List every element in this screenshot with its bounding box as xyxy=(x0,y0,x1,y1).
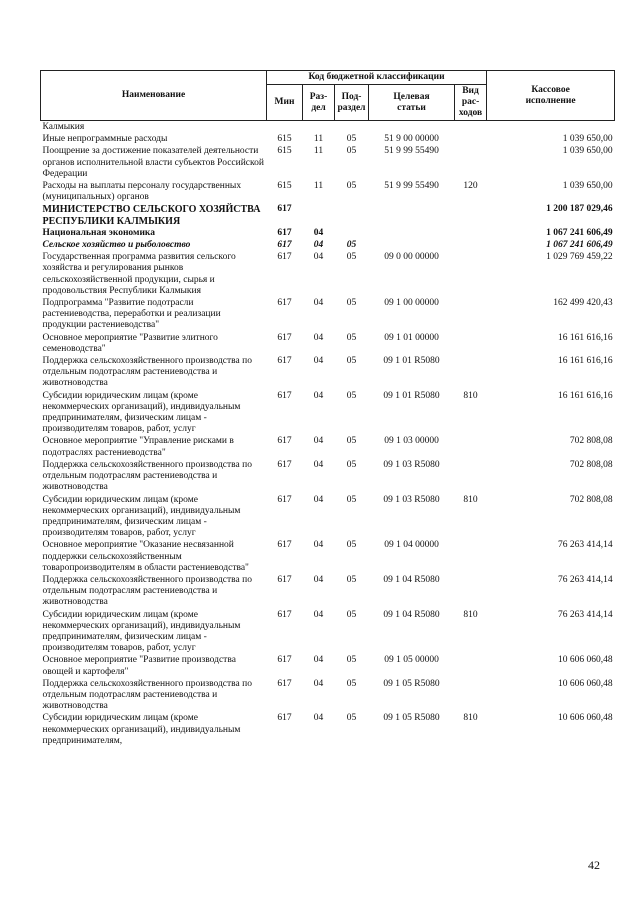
cell-cel: 51 9 00 00000 xyxy=(384,134,439,145)
cell-vid xyxy=(455,678,487,713)
cell-vid xyxy=(455,297,487,332)
cell-sum: 76 263 414,14 xyxy=(557,574,613,585)
cell-raz: 04 xyxy=(313,332,324,343)
cell-name: Основное мероприятие "Развитие производства овощей и картофеля" xyxy=(42,655,236,677)
cell-pod: 05 xyxy=(346,540,357,551)
cell-raz: 04 xyxy=(313,390,324,401)
cell-cel: 09 1 04 R5080 xyxy=(383,574,440,585)
cell-min: 617 xyxy=(277,332,292,343)
header-name: Наименование xyxy=(41,71,267,121)
cell-vid: 810 xyxy=(463,390,478,401)
table-row xyxy=(41,654,615,677)
cell-sum: 10 606 060,48 xyxy=(557,655,613,666)
cell-cel xyxy=(369,203,455,226)
cell-min: 617 xyxy=(277,713,292,724)
cell-raz: 11 xyxy=(313,134,324,145)
cell-vid xyxy=(455,574,487,609)
cell-vid: 120 xyxy=(463,181,478,192)
cell-sum: 1 039 650,00 xyxy=(562,146,613,157)
cell-min: 615 xyxy=(277,181,292,192)
cell-pod: 05 xyxy=(346,713,357,724)
cell-min: 615 xyxy=(277,134,292,145)
cell-raz: 04 xyxy=(313,227,324,238)
header-kassovoe: Кассовое исполнение xyxy=(487,71,615,121)
cell-cel xyxy=(369,121,455,134)
cell-raz: 04 xyxy=(313,459,324,470)
cell-sum: 76 263 414,14 xyxy=(557,540,613,551)
cell-sum: 702 808,08 xyxy=(569,494,613,505)
cell-vid: 810 xyxy=(463,609,478,620)
cell-min: 617 xyxy=(277,655,292,666)
cell-name: Основное мероприятие "Развитие элитного семеноводства" xyxy=(42,332,218,354)
cell-vid xyxy=(455,239,487,251)
cell-raz: 04 xyxy=(313,356,324,367)
cell-sum xyxy=(487,121,615,134)
cell-name: Поддержка сельскохозяйственного производства по отдельным подотраслям растениеводства и животноводства xyxy=(42,356,252,389)
cell-min: 617 xyxy=(277,240,292,251)
cell-vid xyxy=(455,332,487,355)
cell-sum: 1 067 241 606,49 xyxy=(546,227,613,238)
header-razdel: Раз- дел xyxy=(303,85,335,121)
cell-cel: 09 1 01 R5080 xyxy=(383,356,440,367)
header-code-group: Код бюджетной классификации xyxy=(267,71,487,85)
cell-sum: 16 161 616,16 xyxy=(557,332,613,343)
cell-name: Поддержка сельскохозяйственного производства по отдельным подотраслям растениеводства и животноводства xyxy=(42,574,252,608)
table-header xyxy=(41,71,615,121)
header-vid: Вид рас- ходов xyxy=(455,85,487,121)
cell-raz: 04 xyxy=(313,609,324,620)
cell-min xyxy=(267,121,303,134)
cell-name: Поддержка сельскохозяйственного производства по отдельным подотраслям растениеводства и животноводства xyxy=(42,678,252,712)
cell-vid xyxy=(455,435,487,458)
cell-pod: 05 xyxy=(346,574,357,585)
cell-sum: 162 499 420,43 xyxy=(553,298,613,309)
cell-cel: 09 1 03 R5080 xyxy=(383,459,440,470)
cell-pod: 05 xyxy=(346,134,357,145)
cell-min: 617 xyxy=(277,252,292,263)
cell-sum: 16 161 616,16 xyxy=(557,390,613,401)
cell-min: 617 xyxy=(277,459,292,470)
cell-pod: 05 xyxy=(346,252,357,263)
cell-sum: 1 029 769 459,22 xyxy=(546,252,613,263)
page-number: 42 xyxy=(588,858,600,872)
cell-cel: 09 1 05 R5080 xyxy=(383,713,440,724)
cell-name: Субсидии юридическим лицам (кроме некоммерческих организаций), индивидуальным предпринимателям, физическим лицам - производителям товаров, работ, услуг xyxy=(42,390,241,435)
cell-sum: 10 606 060,48 xyxy=(557,713,613,724)
cell-name: Субсидии юридическим лицам (кроме некоммерческих организаций), индивидуальным предпринимателям, физическим лицам - производителям товаров, работ, услуг xyxy=(42,609,241,654)
table-row xyxy=(41,227,615,239)
cell-sum: 1 039 650,00 xyxy=(562,181,613,192)
cell-name: Субсидии юридическим лицам (кроме некоммерческих организаций), индивидуальным предпринимателям, xyxy=(42,713,241,746)
table-row xyxy=(41,494,615,540)
cell-name: Государственная программа развития сельского хозяйства и регулирования рынков сельскохозяйственной продукции, сырья и продовольствия Республики Калмыкия xyxy=(42,252,236,296)
cell-min: 617 xyxy=(277,298,292,309)
table-row xyxy=(41,355,615,390)
cell-cel: 09 1 03 00000 xyxy=(384,436,439,447)
cell-pod: 05 xyxy=(346,146,357,157)
cell-raz: 04 xyxy=(313,494,324,505)
table-row xyxy=(41,539,615,574)
table-row xyxy=(41,459,615,494)
cell-name: Расходы на выплаты персоналу государственных (муниципальных) органов xyxy=(42,181,242,203)
cell-name: Подпрограмма "Развитие подотрасли растениеводства, переработки и реализации продукции растениеводства" xyxy=(42,298,221,331)
cell-name: МИНИСТЕРСТВО СЕЛЬСКОГО ХОЗЯЙСТВА РЕСПУБЛИКИ КАЛМЫКИЯ xyxy=(42,204,261,227)
cell-raz: 04 xyxy=(313,298,324,309)
cell-pod: 05 xyxy=(346,181,357,192)
cell-min: 617 xyxy=(277,494,292,505)
header-celevaya: Целевая статьи xyxy=(369,85,455,121)
cell-raz: 04 xyxy=(313,574,324,585)
cell-raz xyxy=(303,121,335,134)
table-row xyxy=(41,239,615,251)
budget-table xyxy=(40,70,615,747)
cell-name: Калмыкия xyxy=(42,122,85,132)
cell-pod xyxy=(335,203,369,226)
cell-cel: 09 1 00 00000 xyxy=(384,298,439,309)
cell-raz xyxy=(303,203,335,226)
cell-min: 617 xyxy=(277,390,292,401)
cell-min: 615 xyxy=(277,146,292,157)
cell-cel: 09 1 05 00000 xyxy=(384,655,439,666)
cell-min: 617 xyxy=(277,574,292,585)
table-row xyxy=(41,145,615,180)
cell-pod: 05 xyxy=(346,390,357,401)
table-row xyxy=(41,609,615,655)
cell-raz: 11 xyxy=(313,146,324,157)
cell-min: 617 xyxy=(277,436,292,447)
cell-raz: 04 xyxy=(313,713,324,724)
cell-raz: 04 xyxy=(313,436,324,447)
cell-vid xyxy=(455,459,487,494)
cell-name: Поддержка сельскохозяйственного производства по отдельным подотраслям растениеводства и животноводства xyxy=(42,459,252,493)
cell-pod: 05 xyxy=(346,459,357,470)
cell-vid xyxy=(455,355,487,390)
cell-raz: 04 xyxy=(313,540,324,551)
table-row xyxy=(41,332,615,355)
cell-cel: 09 1 04 R5080 xyxy=(383,609,440,620)
table-row xyxy=(41,133,615,145)
cell-name: Иные непрограммные расходы xyxy=(42,134,168,145)
cell-pod xyxy=(335,121,369,134)
cell-cel: 09 1 03 R5080 xyxy=(383,494,440,505)
cell-vid xyxy=(455,539,487,574)
cell-min: 617 xyxy=(277,227,292,238)
cell-raz: 04 xyxy=(313,678,324,689)
cell-vid: 810 xyxy=(463,713,478,724)
header-podrazdel: Под- раздел xyxy=(335,85,369,121)
cell-cel: 09 0 00 00000 xyxy=(384,252,439,263)
cell-name: Субсидии юридическим лицам (кроме некоммерческих организаций), индивидуальным предпринимателям, физическим лицам - производителям товаров, работ, услуг xyxy=(42,494,241,539)
cell-sum: 76 263 414,14 xyxy=(557,609,613,620)
cell-sum: 1 200 187 029,46 xyxy=(546,204,613,215)
cell-min: 617 xyxy=(277,540,292,551)
table-row xyxy=(41,678,615,713)
cell-vid xyxy=(455,145,487,180)
cell-min: 617 xyxy=(277,678,292,689)
cell-pod: 05 xyxy=(346,436,357,447)
cell-vid xyxy=(455,133,487,145)
cell-pod: 05 xyxy=(346,298,357,309)
table-row xyxy=(41,574,615,609)
cell-sum: 702 808,08 xyxy=(569,436,613,447)
cell-pod xyxy=(335,227,369,239)
cell-pod: 05 xyxy=(346,609,357,620)
cell-name: Основное мероприятие "Управление рисками в подотраслях растениеводства" xyxy=(42,436,234,458)
cell-cel: 09 1 01 R5080 xyxy=(383,390,440,401)
cell-vid xyxy=(455,121,487,134)
cell-pod: 05 xyxy=(346,678,357,689)
cell-vid xyxy=(455,654,487,677)
cell-cel xyxy=(369,239,455,251)
cell-name: Основное мероприятие "Оказание несвязанной поддержки сельскохозяйственным товаропроизводителям в области растениеводства" xyxy=(42,540,249,573)
cell-name: Поощрение за достижение показателей деятельности органов исполнительной власти субъектов Российской Федерации xyxy=(42,146,264,179)
cell-min: 617 xyxy=(277,204,292,215)
cell-min: 617 xyxy=(277,609,292,620)
table-row xyxy=(41,180,615,203)
cell-cel: 51 9 99 55490 xyxy=(384,181,439,192)
table-row xyxy=(41,121,615,134)
table-row xyxy=(41,712,615,747)
cell-raz: 04 xyxy=(313,252,324,263)
table-row xyxy=(41,435,615,458)
cell-vid: 810 xyxy=(463,494,478,505)
table-row xyxy=(41,203,615,226)
cell-name: Сельское хозяйство и рыболовство xyxy=(42,240,191,251)
cell-cel: 09 1 01 00000 xyxy=(384,332,439,343)
cell-vid xyxy=(455,251,487,297)
table-row xyxy=(41,297,615,332)
cell-name: Национальная экономика xyxy=(42,227,156,238)
cell-pod: 05 xyxy=(346,332,357,343)
cell-sum: 1 067 241 606,49 xyxy=(546,240,613,251)
cell-cel: 51 9 99 55490 xyxy=(384,146,439,157)
cell-raz: 11 xyxy=(313,181,324,192)
cell-pod: 05 xyxy=(346,356,357,367)
cell-sum: 1 039 650,00 xyxy=(562,134,613,145)
cell-raz: 04 xyxy=(313,240,324,251)
header-min: Мин xyxy=(267,85,303,121)
table-row xyxy=(41,251,615,297)
cell-sum: 16 161 616,16 xyxy=(557,356,613,367)
budget-table-sheet xyxy=(40,70,614,747)
cell-raz: 04 xyxy=(313,655,324,666)
cell-cel: 09 1 05 R5080 xyxy=(383,678,440,689)
cell-sum: 10 606 060,48 xyxy=(557,678,613,689)
cell-vid xyxy=(455,203,487,226)
cell-cel: 09 1 04 00000 xyxy=(384,540,439,551)
cell-pod: 05 xyxy=(346,655,357,666)
cell-sum: 702 808,08 xyxy=(569,459,613,470)
cell-min: 617 xyxy=(277,356,292,367)
cell-pod: 05 xyxy=(346,240,357,251)
cell-cel xyxy=(369,227,455,239)
cell-pod: 05 xyxy=(346,494,357,505)
table-row xyxy=(41,390,615,436)
cell-vid xyxy=(455,227,487,239)
table-body xyxy=(41,121,615,747)
